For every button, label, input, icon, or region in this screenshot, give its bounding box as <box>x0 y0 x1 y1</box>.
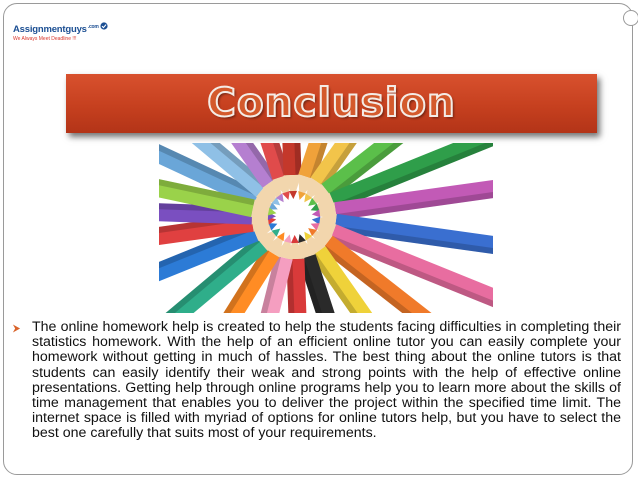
logo-mark-icon <box>100 22 108 30</box>
logo <box>13 24 108 42</box>
arrow-bullet-icon <box>12 324 21 333</box>
slide-title: Conclusion <box>207 81 456 126</box>
title-banner <box>66 74 597 133</box>
colored-pencils-image <box>159 143 493 313</box>
logo-suffix: .com <box>87 24 99 30</box>
pencils-center <box>277 200 311 234</box>
bullet-list <box>12 320 622 479</box>
logo-tagline: We Always Meet Deadline !!! <box>13 36 77 42</box>
slide-corner-tab <box>623 10 638 26</box>
logo-name: Assignmentguys <box>13 24 87 35</box>
bullet-text: The online homework help is created to help the students facing difficulties in completing their statistics homework. With the help of an efficient online tutor you can easily complete your homework without getting in much of hassles. The best thing about the online tutors is that students can easily identify their weak and strong points with the help of effective online presentations. Getting help through online programs help you to learn more about the skills of time management that enables you to deliver the project within the specified time limit. The internet space is filled with myriad of options for online tutors help, but you have to select the best one carefully that suits most of your requirements. <box>32 320 621 442</box>
pencils-illustration <box>159 143 493 313</box>
